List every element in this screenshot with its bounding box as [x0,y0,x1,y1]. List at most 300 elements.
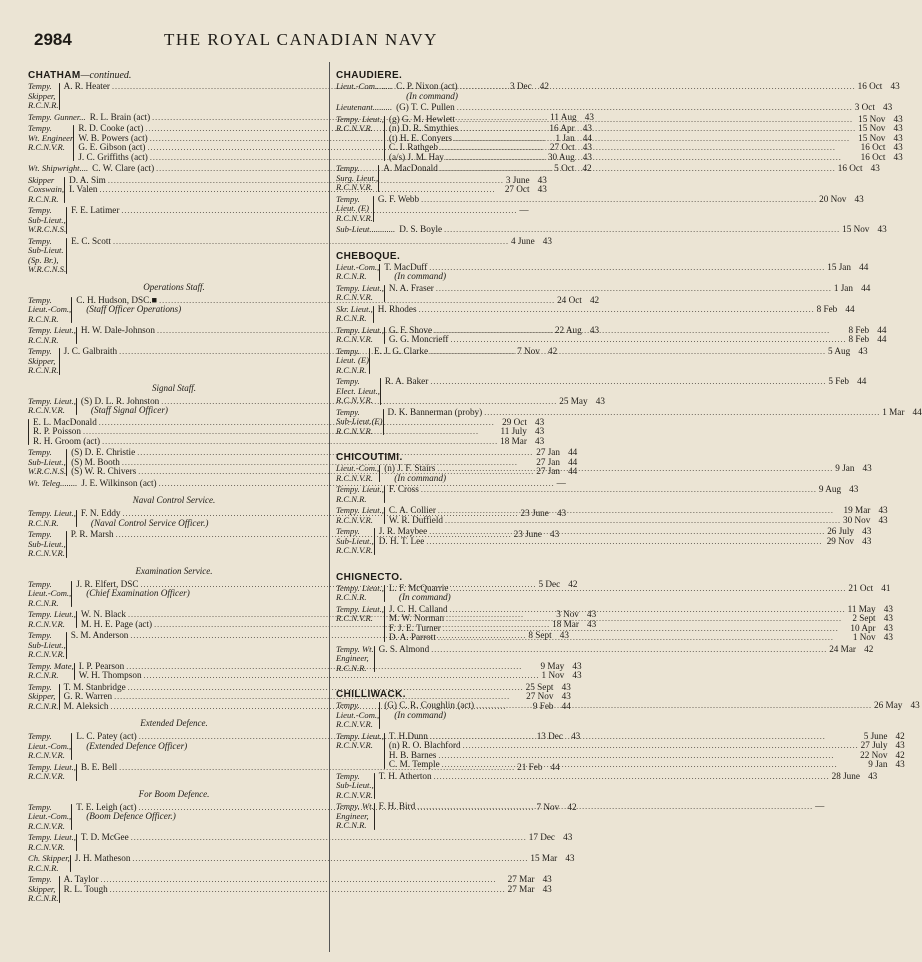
officer-entry [384,464,872,474]
officer-entry [379,527,872,537]
brace [59,876,60,903]
seniority-day-month: 18 Mar [500,435,527,446]
rank-label [336,485,384,504]
seniority-year: 43 [870,163,880,173]
rank-line: R.C.N.R. [28,313,59,324]
rank-line: R.C.N.R. [28,100,59,110]
officer-entry [388,408,922,418]
brace [28,419,29,446]
seniority-date [529,833,573,843]
officer-name: M. Aleksich [63,700,109,711]
seniority-day-month: 9 Feb [532,700,554,711]
appointment-note: (Boom Defence Officer.) [86,811,176,821]
officer-name: L. C. Patey (act) [76,731,137,741]
seniority-day-month: 5 Aug [828,345,851,356]
rank-label [28,530,66,559]
officer-name: G. G. Moncrieff [388,334,449,344]
seniority-day-month: 27 Mar [507,874,535,884]
seniority-year: 43 [572,670,582,680]
rank-line: R.C.N.R. [28,365,59,375]
seniority-year: 43 [550,529,560,539]
ship-name: CHEBOQUE. [336,250,401,262]
seniority-day-month: 5 June [863,730,888,741]
rank-line: Lieutenant......... [336,102,393,112]
officer-name: A. R. Heater [63,81,110,91]
appointment-note: (Staff Signal Officer) [90,405,168,415]
seniority-day-month: 23 June [513,529,542,539]
seniority-day-month: 10 Apr [850,622,876,633]
seniority-year: 43 [572,660,582,671]
officer-name: T. MacDuff [384,261,428,272]
seniority-day-month: 26 July [827,526,855,536]
seniority-day-month: 11 Aug [550,111,577,122]
dot-leader [450,605,846,615]
seniority-year: 44 [568,466,578,476]
rank-line: Lieut.-Com., [28,811,72,821]
seniority-date [838,164,880,174]
rank-line: R.C.N.V.R. [336,395,373,405]
rank-label [336,506,384,525]
seniority-year: 43 [883,613,893,623]
rank-line: Skipper, [28,883,56,894]
rank-label [336,115,384,163]
rank-line: R.C.N.R. [28,670,59,680]
ship-heading [336,452,604,463]
seniority-year: 42 [568,578,578,589]
officer-name: (g) G. M. Hewlett [388,113,456,124]
officer-name: D. S. Boyle [399,224,443,234]
rank-line: W.R.C.N.S. [28,224,67,234]
officer-name: C. W. Clare (act) [92,163,155,173]
rank-line: R.C.N.R. [336,662,367,673]
appointment-note: (Staff Officer Operations) [86,304,182,314]
seniority-year: 44 [857,376,867,386]
officer-group [336,643,874,674]
rank-line: Tempy. Lieut., [28,508,76,518]
rank-label [336,263,379,282]
officer-name: J. C. H. Calland [388,603,448,614]
officer-entries [384,464,872,483]
officer-entry [388,111,903,125]
rank-line: Tempy. Lieut., [28,325,76,335]
officer-name: C. H. Hudson, DSC.■ [76,294,158,305]
officer-name: R. D. Cooke (act) [78,123,144,133]
rank-label [28,448,66,477]
brace [373,196,374,223]
staff-subheading: For Boom Defence. [138,788,210,799]
rank-line: R.C.N.R. [28,517,59,528]
seniority-date [832,772,878,782]
seniority-year: 44 [845,303,855,314]
seniority-day-month: 29 Oct [502,416,527,427]
rank-label [28,164,88,174]
officer-entries [389,284,870,303]
rank-line: Sub-Lieut., [28,214,66,225]
brace [369,348,370,375]
seniority-day-month: 8 Sept [528,630,552,640]
officer-name: H. W. Dale-Johnson [80,325,155,335]
rank-label [336,408,383,437]
seniority-date [874,701,920,711]
rank-label [28,176,64,205]
rank-line: W.R.C.N.S. [28,466,67,476]
rank-line: Tempy. [28,81,52,91]
rank-line: R.C.N.R. [28,334,59,345]
seniority-day-month: 16 Apr [549,123,575,133]
officer-entries [396,82,900,101]
seniority-day-month: 3 Nov [556,609,579,619]
dot-leader [437,464,833,474]
brace [374,773,375,800]
officer-entries [389,326,887,345]
dot-leader [446,153,859,163]
staff-subheading: Naval Control Service. [132,495,216,505]
rank-line: Tempy. Lieut., [336,282,384,293]
officer-group [336,193,864,224]
seniority-year: 43 [854,193,864,204]
rank-line: R.C.N.V.R. [336,182,373,192]
seniority-date [842,225,887,235]
officer-group [336,406,922,437]
rank-label [336,326,384,345]
dot-leader [430,377,826,387]
rank-label [336,347,369,376]
rank-line: Tempy. Lieut., [28,761,76,772]
seniority-day-month: — [815,801,825,811]
officer-name: (t) H. E. Conyers [388,132,452,143]
ship-heading [336,689,604,700]
officer-name: J. E. Wilkinson (act) [81,477,157,488]
rank-label [28,397,76,416]
officer-entries [389,732,905,770]
seniority-year: 43 [883,102,893,112]
seniority-day-month: 2 Sept [852,613,876,623]
brace [383,409,384,436]
rank-line: R.C.N.V.R. [336,514,373,525]
officer-name: T. D. McGee [80,832,129,842]
officer-name: W. H. Thompson [78,670,142,680]
rank-label [28,82,59,111]
officer-entry [389,134,903,144]
rank-label [336,305,373,324]
dot-leader [450,584,846,594]
seniority-date [861,153,903,163]
brace [384,116,385,162]
officer-entry [389,605,893,615]
seniority-year: 43 [535,416,545,427]
rank-line: Lieut.-Com., [28,588,72,598]
officer-name: E. C. Scott [71,235,111,246]
seniority-day-month: 1 Nov [852,632,876,642]
dot-leader [450,335,846,345]
officer-name: (S) D. L. R. Johnston [80,395,160,406]
officer-name: N. A. Fraser [388,282,434,293]
seniority-year: 44 [859,261,869,272]
rank-line: Tempy. Wt. [336,643,374,654]
seniority-year: 43 [561,691,571,701]
rank-line: Tempy. Gunner... [28,111,86,122]
seniority-day-month: 30 Aug [547,151,575,162]
staff-subheading: Examination Service. [135,565,213,576]
seniority-year: 42 [582,163,592,173]
seniority-date [829,645,873,655]
seniority-day-month: 3 Oct [854,102,875,112]
officer-name: F. N. Eddy [80,508,121,518]
officer-name: M. H. E. Page (act) [80,618,153,629]
ship-continued-note: —continued. [80,70,132,81]
seniority-day-month: 28 June [831,770,860,781]
seniority-year: 43 [589,325,600,335]
rank-label [336,584,384,603]
officer-entries [399,225,887,235]
officer-entry [389,751,905,761]
section-spacer [336,237,604,249]
brace [378,165,379,192]
ship-heading [336,572,604,583]
section-spacer [336,675,604,687]
officer-name: G. S. Almond [378,643,430,654]
officer-group [336,163,880,193]
dot-leader [446,614,850,624]
dot-leader [421,195,817,205]
brace [384,486,385,503]
officer-group [28,853,575,873]
officer-name: J. C. Galbraith [63,346,118,356]
dot-leader [484,408,880,418]
officer-group [336,345,868,376]
rank-line: R.C.N.V.R. [28,649,65,659]
officer-entries [389,605,893,643]
seniority-day-month: — [519,205,529,215]
seniority-day-month: 9 Jan [835,463,855,473]
rank-line: R.C.N.R. [336,820,367,830]
officer-entry [389,485,858,495]
officer-entries [383,164,880,193]
rank-line: Tempy. [336,526,360,536]
rank-line: Tempy. Lieut., [336,582,384,593]
rank-label [28,631,66,660]
officer-entries [389,584,891,603]
rank-line: Skipper [28,174,55,185]
officer-entry [379,802,842,812]
officer-entry [374,347,868,357]
rank-label [28,326,76,345]
officer-entry [389,153,903,163]
seniority-year: 43 [893,132,903,143]
seniority-day-month: 11 July [500,426,527,436]
dot-leader [444,225,840,235]
rank-label [28,803,71,832]
rank-line: Tempy. Lieut., [28,609,76,619]
seniority-year: 43 [563,832,573,842]
seniority-day-month: 15 Nov [858,123,886,133]
rank-line: Tempy. [28,681,52,692]
rank-label [336,82,392,101]
rank-label [336,527,374,556]
seniority-day-month: 29 Nov [826,535,855,546]
rank-line: Tempy. [28,801,52,812]
seniority-day-month: 25 Sept [525,681,554,692]
seniority-date [853,633,893,643]
page-number: 2984 [34,30,72,49]
officer-name: A. MacDonald [383,163,438,173]
officer-group [336,224,887,235]
officer-name: (S) W. R. Chivers [71,466,137,476]
rank-label [336,225,395,235]
officer-name: L. F. McQuarrie [388,582,449,593]
officer-name: T. H.Dunn [388,730,428,741]
seniority-date [848,584,890,594]
officer-group [336,111,903,163]
rank-line: Tempy. [28,447,52,457]
officer-entries [389,506,888,525]
seniority-day-month: 16 Oct [860,142,886,152]
dot-leader [434,772,830,782]
rank-line: Tempy. Wt. [336,801,374,811]
rank-line: R.C.N.R. [336,592,367,602]
officer-name: D. A. Parrott [388,632,436,642]
rank-line: Tempy. Lieut., [336,730,384,741]
seniority-year: 43 [893,142,903,152]
rank-line: Engineer, [336,810,369,821]
appointment-note: (Extended Defence Officer) [86,740,188,751]
officer-group [28,874,552,904]
officer-group [336,484,859,504]
brace [384,285,385,302]
rank-line: (Sp. Br.), [28,254,59,265]
officer-entry [389,732,905,742]
officer-name: I. Valen [69,184,98,194]
officer-entries [379,645,874,674]
seniority-date [858,82,900,92]
seniority-year: 43 [537,184,547,194]
dot-leader [445,516,841,526]
officer-name: (S) D. E. Christie [71,447,136,457]
seniority-day-month: 15 Jan [827,261,851,272]
rank-line: Tempy. Mate, [28,660,74,671]
officer-entry [378,305,855,315]
officer-name: F. H. Bird [378,801,416,811]
officer-name: F. E. Latimer [71,205,120,215]
rank-line: R.C.N.V.R. [336,789,373,800]
rank-label [336,701,379,730]
seniority-year: 44 [550,761,560,772]
brace [374,646,375,673]
rank-label [336,377,380,406]
rank-line: Tempy. [28,123,52,133]
rank-line: Tempy. [28,294,52,305]
seniority-year: 43 [893,113,903,124]
rank-line: Tempy. [336,770,360,781]
officer-name: (S) M. Booth [71,456,120,467]
seniority-day-month: 11 May [847,603,876,614]
rank-line: Tempy. [28,578,52,589]
seniority-year: 43 [587,609,597,619]
right-column [336,68,922,833]
officer-entry [75,854,575,864]
officer-name: C. P. Nixon (act) [396,81,458,91]
dot-leader [438,630,851,643]
officer-entry [379,645,874,655]
seniority-day-month: 23 June [520,508,549,518]
seniority-day-month: 27 Nov [526,691,554,701]
seniority-day-month: — [556,477,566,488]
officer-name: E. L. MacDonald [33,416,97,427]
rank-label [28,479,77,489]
rank-line: R.C.N.V.R. [336,425,373,436]
rank-line: R.C.N.V.R. [336,472,373,483]
seniority-year: 43 [868,770,878,781]
seniority-year: 43 [878,505,888,515]
officer-name: P. R. Marsh [70,529,114,539]
ship-heading [28,70,320,81]
officer-entries [388,408,922,437]
rank-line: Skipper, [28,90,56,101]
seniority-year: 43 [895,740,905,750]
rank-label [336,772,374,801]
seniority-day-month: 1 Jan [833,282,853,293]
seniority-date [843,516,888,526]
page-header [20,30,582,54]
rank-line: R.C.N.V.R. [336,613,373,623]
officer-group [336,526,872,556]
rank-line: Tempy. Lieut., [28,395,76,406]
seniority-day-month: 8 Feb [848,324,870,335]
rank-line: Tempy. Lieut., [28,832,76,842]
officer-entry [384,701,919,711]
rank-line: Ch. Skipper, [28,853,70,863]
seniority-day-month: 27 July [860,740,888,750]
rank-label [336,103,392,113]
officer-entry [389,741,905,751]
officer-entry [389,614,893,624]
rank-line: R.C.N.V.R. [336,719,373,729]
seniority-day-month: 27 Jan [536,447,560,457]
seniority-day-month: 26 May [874,700,903,710]
rank-line: R.C.N.R. [28,700,59,711]
seniority-date [508,885,552,895]
brace [384,585,385,602]
brace [70,855,71,872]
rank-label [28,206,66,235]
dot-leader [132,854,528,864]
rank-label [28,347,59,376]
officer-name: R. L. Brain (act) [89,111,151,122]
officer-entries [388,111,903,163]
seniority-year: 43 [883,622,893,633]
officer-entry [378,195,864,205]
rank-line: Coxswain, [28,184,65,194]
seniority-year: 43 [582,123,592,133]
rank-line: R.C.N.V.R. [28,405,65,415]
officer-group [336,463,872,483]
brace [384,327,385,344]
rank-label [336,284,384,303]
seniority-day-month: 9 Jan [868,759,888,769]
officer-name: W. B. Powers (act) [78,132,148,143]
brace [76,327,77,344]
officer-group [28,660,582,681]
dot-leader [426,537,824,547]
rank-line: R.C.N.V.R. [28,548,65,558]
seniority-year: 43 [883,603,893,614]
seniority-date [868,760,904,770]
rank-label [28,509,76,528]
officer-name: J. R. Maybee [378,526,428,536]
rank-label [28,833,76,852]
brace [380,378,381,405]
seniority-year: 44 [568,447,578,457]
